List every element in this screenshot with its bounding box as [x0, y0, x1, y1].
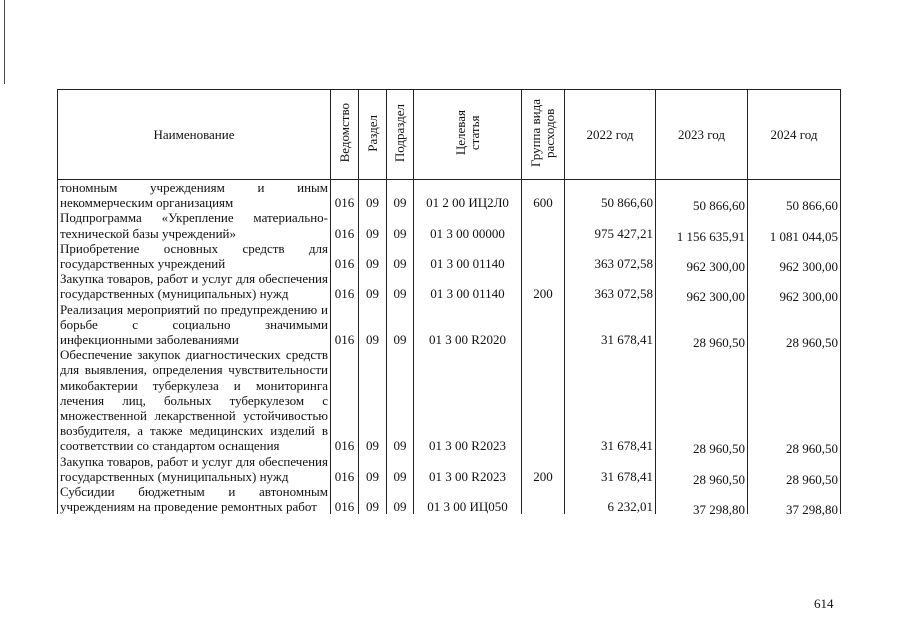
- cell-celevaya-statya: 01 3 00 R2023: [414, 347, 522, 453]
- cell-gruppa-vida-rashodov: 200: [522, 271, 565, 301]
- table-row: [58, 484, 841, 514]
- cell-razdel: 09: [359, 241, 387, 271]
- header-razdel: Раздел: [359, 90, 387, 180]
- cell-year-2023: 28 960,50: [656, 454, 748, 484]
- header-gruppa-vida-rashodov: Группа вида расходов: [522, 90, 565, 180]
- cell-year-2023: 28 960,50: [656, 347, 748, 453]
- table-row: [58, 180, 841, 211]
- cell-year-2024: 28 960,50: [748, 454, 841, 484]
- cell-gruppa-vida-rashodov: 200: [522, 454, 565, 484]
- cell-razdel: 09: [359, 347, 387, 453]
- table-header-row: [58, 90, 841, 180]
- table-row: [58, 241, 841, 271]
- header-year-2022: 2022 год: [565, 90, 656, 180]
- cell-year-2024: 28 960,50: [748, 302, 841, 348]
- cell-gruppa-vida-rashodov: [522, 484, 565, 514]
- cell-vedomstvo: 016: [331, 271, 359, 301]
- cell-name: Обеспечение закупок диагностических средств для выявления, определения чувствительности микобактерии туберкулеза и мониторинга лечения лиц, больных туберкулезом с множественной лекарственной устойчивостью возбудителя, а также медицинских изделий в соответствии со стандартом оснащения: [58, 347, 331, 453]
- cell-celevaya-statya: 01 3 00 R2020: [414, 302, 522, 348]
- table-row: [58, 210, 841, 240]
- cell-name: Закупка товаров, работ и услуг для обеспечения государственных (муниципальных) нужд: [58, 271, 331, 301]
- cell-year-2022: 363 072,58: [565, 241, 656, 271]
- cell-vedomstvo: 016: [331, 347, 359, 453]
- cell-year-2023: 50 866,60: [656, 180, 748, 211]
- cell-celevaya-statya: 01 3 00 01140: [414, 241, 522, 271]
- cell-year-2022: 975 427,21: [565, 210, 656, 240]
- cell-razdel: 09: [359, 302, 387, 348]
- cell-vedomstvo: 016: [331, 241, 359, 271]
- cell-year-2022: 6 232,01: [565, 484, 656, 514]
- cell-year-2023: 962 300,00: [656, 271, 748, 301]
- cell-celevaya-statya: 01 2 00 ИЦ2Л0: [414, 180, 522, 211]
- cell-celevaya-statya: 01 3 00 00000: [414, 210, 522, 240]
- cell-podrazdel: 09: [387, 241, 414, 271]
- cell-year-2024: 50 866,60: [748, 180, 841, 211]
- table-row: [58, 454, 841, 484]
- cell-year-2024: 962 300,00: [748, 241, 841, 271]
- header-name: Наименование: [58, 90, 331, 180]
- table-row: [58, 271, 841, 301]
- cell-celevaya-statya: 01 3 00 ИЦ050: [414, 484, 522, 514]
- cell-year-2024: 28 960,50: [748, 347, 841, 453]
- cell-podrazdel: 09: [387, 454, 414, 484]
- header-podrazdel: Подраздел: [387, 90, 414, 180]
- cell-vedomstvo: 016: [331, 454, 359, 484]
- cell-name: Закупка товаров, работ и услуг для обеспечения государственных (муниципальных) нужд: [58, 454, 331, 484]
- table-body: [58, 180, 841, 518]
- header-celevaya-statya: Целевая статья: [414, 90, 522, 180]
- cell-name: Приобретение основных средств для государственных учреждений: [58, 241, 331, 271]
- cell-gruppa-vida-rashodov: [522, 347, 565, 453]
- cell-year-2022: 363 072,58: [565, 271, 656, 301]
- cell-year-2023: 1 156 635,91: [656, 210, 748, 240]
- cell-year-2023: 37 298,80: [656, 484, 748, 514]
- cell-year-2023: 962 300,00: [656, 241, 748, 271]
- cell-razdel: 09: [359, 210, 387, 240]
- cell-razdel: 09: [359, 180, 387, 211]
- cell-podrazdel: 09: [387, 210, 414, 240]
- cell-vedomstvo: 016: [331, 180, 359, 211]
- cell-year-2024: 962 300,00: [748, 271, 841, 301]
- budget-table: [57, 89, 841, 518]
- cell-vedomstvo: 016: [331, 484, 359, 514]
- cell-podrazdel: 09: [387, 347, 414, 453]
- cell-name: тономным учреждениям и иным некоммерческим организациям: [58, 180, 331, 211]
- cell-name: Реализация мероприятий по предупреждению и борьбе с социально значимыми инфекционными заболеваниями: [58, 302, 331, 348]
- scan-margin-line: [4, 0, 5, 84]
- cell-name: Подпрограмма «Укрепление материально-технической базы учреждений»: [58, 210, 331, 240]
- cell-razdel: 09: [359, 271, 387, 301]
- cell-name: Субсидии бюджетным и автономным учреждениям на проведение ремонтных работ: [58, 484, 331, 514]
- cell-year-2022: 31 678,41: [565, 347, 656, 453]
- header-year-2024: 2024 год: [748, 90, 841, 180]
- cell-year-2024: 37 298,80: [748, 484, 841, 514]
- cell-year-2023: 28 960,50: [656, 302, 748, 348]
- cell-podrazdel: 09: [387, 302, 414, 348]
- cell-year-2022: 31 678,41: [565, 454, 656, 484]
- cell-razdel: 09: [359, 484, 387, 514]
- cell-gruppa-vida-rashodov: 600: [522, 180, 565, 211]
- cell-podrazdel: 09: [387, 484, 414, 514]
- page-number: 614: [814, 596, 834, 611]
- cell-gruppa-vida-rashodov: [522, 241, 565, 271]
- cell-year-2022: 31 678,41: [565, 302, 656, 348]
- cell-gruppa-vida-rashodov: [522, 302, 565, 348]
- cell-celevaya-statya: 01 3 00 01140: [414, 271, 522, 301]
- cell-vedomstvo: 016: [331, 210, 359, 240]
- header-vedomstvo: Ведомство: [331, 90, 359, 180]
- cell-year-2022: 50 866,60: [565, 180, 656, 211]
- cell-podrazdel: 09: [387, 271, 414, 301]
- header-year-2023: 2023 год: [656, 90, 748, 180]
- cell-year-2024: 1 081 044,05: [748, 210, 841, 240]
- cell-razdel: 09: [359, 454, 387, 484]
- cell-gruppa-vida-rashodov: [522, 210, 565, 240]
- table-row: [58, 302, 841, 348]
- cell-vedomstvo: 016: [331, 302, 359, 348]
- cell-podrazdel: 09: [387, 180, 414, 211]
- table-row: [58, 347, 841, 453]
- cell-celevaya-statya: 01 3 00 R2023: [414, 454, 522, 484]
